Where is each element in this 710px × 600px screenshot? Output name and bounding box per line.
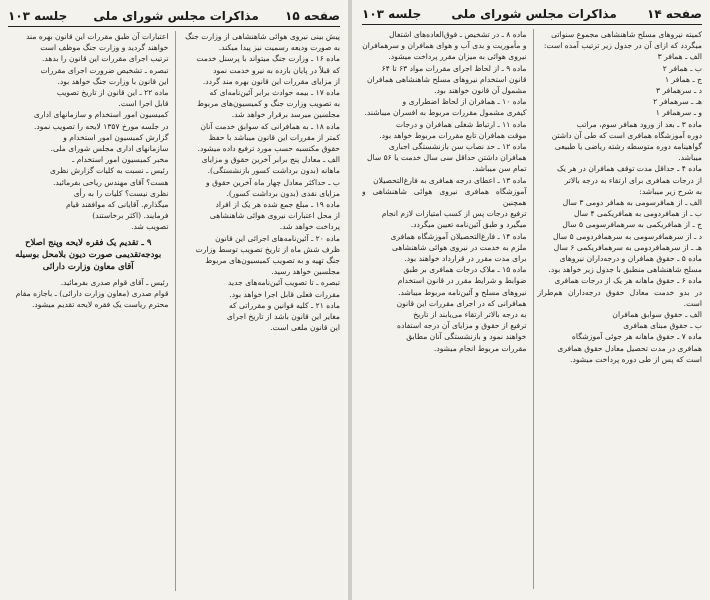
text-line: دوره آموزشگاه همافری است که طی آن داشتن [551, 130, 702, 140]
right-journal-title: مذاکرات مجلس شورای ملی [451, 7, 617, 21]
text-line: آموزشگاه همافری نیروی هوائی شاهنشاهی و همچنین [362, 186, 527, 208]
text-line: ماده ۱۵ ـ ملاک درجات همافری بر طبق [403, 265, 527, 275]
text-line: ترفیع درجات پس از کسب امتیازات لازم انجام [381, 209, 527, 219]
text-line: اعتبارات آن طبق مقررات این قانون بهره مند [26, 32, 169, 41]
text-line: ج ـ همافر ۱ [665, 74, 702, 84]
text-line: و ـ سرهمافر ۱ [655, 108, 702, 118]
right-page-columns [362, 29, 702, 589]
text-line: الف ـ از همافرسومی به همافر دومی ۳ سال [562, 198, 702, 208]
text-line: تبصره ـ تشخیص ضرورت اجرای مقررات [40, 65, 169, 75]
text-line: تصویب شد. [131, 222, 169, 232]
text-line: ماده ۷ ـ حقوق ماهانه هر جوئی آموزشگاه [571, 332, 702, 342]
text-line: از درجات همافری برای ارتقاء به درجه بالاتر [564, 175, 702, 185]
text-line: به درجه بالاتر ارتقاء می‌یابند از تاریخ [413, 310, 527, 320]
text-line: ضوابط و شرایط مقرر در قانون استخدام [397, 276, 527, 286]
text-line: هـ ـ از سرهمافردومی به سرهمافریکمی ۶ سال [553, 242, 702, 252]
text-line: کیفری مشمول مقررات مربوط به افسران میباشند. [364, 108, 527, 118]
text-line: به شرح زیر میباشد: [639, 186, 702, 196]
text-line: هست؟ آقای مهندس ریاحی بفرمائید. [53, 177, 169, 187]
text-line: قابل اجرا است. [118, 99, 169, 109]
text-line: سازمانهای اداری مجلس شورای ملی. [50, 144, 169, 154]
text-line: ماده ۱۸ ـ به همافرانی که سوابق خدمت آنان [200, 121, 340, 131]
text-line: از محل اعتبارات نیروی هوائی شاهنشاهی [209, 211, 340, 221]
left-session-label: جلسه ۱۰۳ [8, 9, 68, 23]
text-line: ب ـ حداکثر معادل چهار ماه آخرین حقوق و [206, 177, 340, 187]
text-line: ماده ۶ ـ حقوق ماهانه هر یک از درجات همافری [554, 276, 702, 286]
text-line: رئیس ـ نسبت به کلیات گزارش نظری [50, 166, 169, 176]
text-line: ماده ۸ ـ در تشخیص ـ فوق‌العاده‌های اشتغال [389, 30, 527, 39]
text-line: است که پس از طی دوره پرداخت میشود. [570, 354, 702, 364]
text-line: د ـ از سرهمافرسومی به سرهمافردومی ۵ سال [552, 231, 702, 241]
text-line: در بدو خدمت معادل حقوق درجه‌داران هم‌طراز است. [537, 287, 702, 308]
text-line: نیروهای مسلح و آئین‌نامه مربوط میباشد. [398, 287, 527, 297]
text-line: جنگ تهیه و به تصویب کمیسیون‌های مربوط [205, 256, 340, 266]
text-line: نیروی هوائی به میزان مقرر پرداخت میشود. [388, 52, 527, 62]
left-page-label: صفحه ۱۵ [285, 9, 340, 23]
left-page-left-column [8, 31, 169, 591]
text-line: کمیته نیروهای مسلح شاهنشاهی مجموع سنواتی [551, 30, 702, 39]
text-line: ماده ۵ ـ حقوق همافران و درجه‌داران نیروهای [559, 254, 702, 264]
text-line: قوام صدری (معاون وزارت دارائی) ـ باجازه مقام [15, 288, 169, 298]
text-line: کمیسیون امور استخدام و سازمانهای اداری [33, 110, 169, 120]
text-line: این قانون ملغی است. [270, 323, 340, 333]
text-line: خواهند گردید و وزارت جنگ موظف است [40, 43, 169, 53]
text-line: ماده ۱۹ ـ مبلغ جمع شده هر یک از افراد [215, 200, 340, 210]
text-line: کمتر از مقررات این قانون میباشد با حفظ [208, 132, 340, 142]
text-line: گزارش کمیسیون امور استخدام و [63, 132, 169, 142]
text-line: ماهانه (بدون برداشت کسور بازنشستگی). [207, 166, 340, 176]
section-heading: ۹ ـ تقدیم یک فقره لایحه وپنج اصلاح بودجه‌تقدیمی صورت دیون بلامحل بوسیله آقای معاون وزارت دارائی [15, 237, 162, 272]
text-line: خواهند نمود و بازنشستگی آنان مطابق [406, 332, 527, 342]
text-line: ظرف شش ماه از تاریخ تصویب توسط وزارت [195, 244, 340, 254]
right-page [352, 0, 710, 600]
text-line: ماده ۱۱ ـ ارتباط شغلی همافران و درجات [395, 119, 527, 129]
text-line: ب ـ حقوق مبنای همافری [623, 321, 702, 331]
right-page-left-column [362, 29, 527, 589]
text-line: مقررات فعلی قابل اجرا خواهد بود. [229, 289, 340, 299]
text-line: رئیس ـ آقای قوام صدری بفرمائید. [60, 277, 169, 287]
text-line: ملزم به خدمت در نیروی هوائی شاهنشاهی [392, 242, 527, 252]
right-page-header [362, 4, 702, 25]
text-line: ماده ۱۷ ـ بیمه حوادث برابر آئین‌نامه‌ای که [209, 88, 340, 98]
text-line: حقوق مکتسبه حسب مورد ترفیع داده میشود. [197, 144, 340, 154]
text-line: هـ ـ سرهمافر ۲ [653, 97, 702, 107]
text-line: تمام سن میباشد. [472, 164, 527, 174]
text-line: مخبر کمیسیون امور استخدام ـ [72, 155, 169, 165]
text-line: گواهینامه دوره متوسطه رشته ریاضی یا طبیعی [554, 142, 702, 152]
text-line: د ـ سرهمافر ۳ [655, 86, 702, 96]
text-line: الف ـ معادل پنج برابر آخرین حقوق و مزایای [201, 155, 340, 165]
right-page-label: صفحه ۱۴ [647, 7, 702, 21]
text-line: میگذارم. آقایانی که موافقند قیام [66, 200, 169, 210]
right-session-label: جلسه ۱۰۳ [362, 7, 422, 21]
text-line: همافرانی که در اجرای مقررات این قانون [396, 298, 527, 308]
text-line: میگردد که ازای آن در جدول زیر ترتیب آمده است: [543, 41, 702, 51]
text-line: مجلسین خواهد رسید. [271, 267, 340, 277]
text-line: ب ـ همافر ۲ [662, 63, 702, 73]
text-line: ترتیب اجرای مقررات این قانون را بدهد. [41, 54, 169, 64]
text-line: برای مدت مقرر در قرارداد خواهند بود. [404, 254, 527, 264]
text-line: همافران داشتن حداقل سی سال خدمت یا ۵۶ سال [366, 153, 527, 163]
text-line: به تصویب وزارت جنگ و کمیسیون‌های مربوط [196, 99, 340, 109]
text-line: موقت همافران تابع مقررات مربوط خواهد بود. [379, 130, 527, 140]
text-line: به صورت ودیعه رسمیت نیز پیدا میکند. [218, 43, 340, 53]
text-line: الف ـ حقوق سوابق همافران [612, 310, 702, 320]
left-page-header [8, 6, 340, 27]
text-line: ماده ۱۶ ـ وزارت جنگ میتواند با پرسنل خدمت [196, 54, 340, 64]
text-line: ماده ۳ ـ بعد از ورود همافر سوم، مراتب [576, 119, 702, 129]
text-line: مزایای نقدی (بدون برداشت کسور). [226, 188, 340, 198]
text-line: ماده ۴ ـ حداقل مدت توقف همافران در هر یک [556, 164, 702, 174]
left-page-right-column [175, 31, 341, 591]
text-line: ماده ۲۰ ـ آئین‌نامه‌های اجرائی این قانون [215, 233, 340, 243]
left-journal-title: مذاکرات مجلس شورای ملی [93, 9, 259, 23]
text-line: همافری در مدت تحصیل معادل حقوق همافری [557, 343, 702, 353]
text-line: که قبلاً در پایان بازده به نیرو خدمت نمود [213, 65, 340, 75]
text-line: و مأموریت و بدی آب و هوای همافران و سرهمافران [362, 41, 527, 51]
text-line: پیش بینی نیروی هوائی شاهنشاهی از وزارت جنگ [185, 32, 340, 41]
text-line: مشمول آن قانون خواهند بود. [434, 86, 527, 96]
text-line: ماده ۹ ـ از لحاظ اجرای مقررات مواد ۶۳ تا ۶۴ [381, 63, 527, 73]
text-line: این قانون با وزارت جنگ خواهد بود. [57, 76, 169, 86]
text-line: قانون استخدام نیروهای مسلح شاهنشاهی همافران [367, 74, 527, 84]
text-line: نظری نیست؟ کلیات را به رأی [73, 188, 169, 198]
text-line: فرمایند. (اکثر برخاستند) [92, 211, 169, 221]
text-line: محترم ریاست یک فقره لایحه تقدیم میشود. [32, 300, 169, 310]
text-line: میباشد. [678, 153, 702, 163]
text-line: ماده ۱۴ ـ فارغ‌التحصیلان آموزشگاه همافری [390, 231, 527, 241]
text-line: ب ـ از همافردومی به همافریکمی ۴ سال [573, 209, 702, 219]
text-line: مقررات مربوط انجام میشود. [433, 343, 527, 353]
text-line: ماده ۱۰ ـ همافران از لحاظ اضطراری و [402, 97, 527, 107]
text-line: مسلح شاهنشاهی منطبق با جدول زیر خواهد بود. [548, 265, 702, 275]
text-line: ترفیع از حقوق و مزایای آن درجه استفاده [397, 321, 527, 331]
text-line: ماده ۲۱ ـ کلیه قوانین و مقرراتی که [228, 300, 340, 310]
text-line: مغایر این قانون باشد از تاریخ اجرای [226, 312, 340, 322]
text-line: از مزایای مقررات این قانون بهره مند گردد. [202, 76, 340, 86]
text-line: ماده ۱۳ ـ اعطای درجه همافری به فارغ‌التحصیلان [373, 175, 527, 185]
text-line: پرداخت خواهد شد. [279, 222, 340, 232]
text-line: ماده ۲۲ ـ این قانون از تاریخ تصویب [56, 88, 169, 98]
left-page [0, 0, 348, 600]
text-line: ج ـ از همافریکمی به سرهمافرسومی ۵ سال [562, 220, 702, 230]
text-line: تبصره ـ تا تصویب آئین‌نامه‌های جدید [228, 278, 340, 288]
text-line: مجلسین میرسد برقرار خواهد شد. [231, 110, 340, 120]
text-line: در جلسه مورخ ۱۳۵۷ لایحه را تصویب نمود. [34, 121, 169, 131]
left-page-columns [8, 31, 340, 591]
text-line: ماده ۱۲ ـ حد نصاب سن بازنشستگی اجباری [388, 142, 527, 152]
text-line: میگیرد و طبق آئین‌نامه تعیین میگردد. [410, 220, 527, 230]
text-line: الف ـ همافر ۳ [657, 52, 702, 62]
right-page-right-column [533, 29, 703, 589]
